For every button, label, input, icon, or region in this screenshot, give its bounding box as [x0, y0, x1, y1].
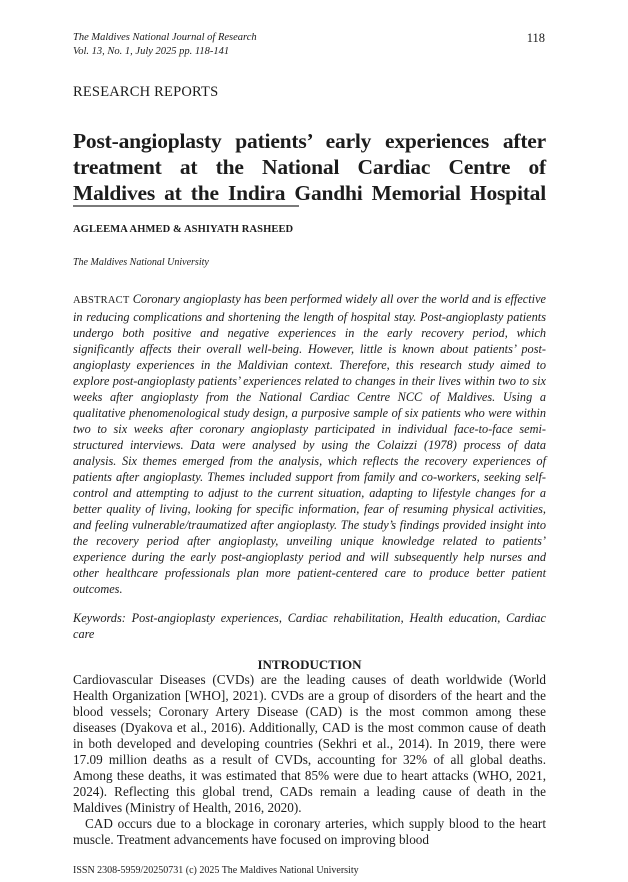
- abstract: [73, 291, 546, 597]
- keywords: Keywords: Post-angioplasty experiences, Cardiac rehabilitation, Health education, Cardiac care: [73, 611, 546, 641]
- abstract-text: Coronary angioplasty has been performed widely all over the world and is effective in reducing complications and shortening the length of hospital stay. Post-angioplasty patients undergo both positive and negative experiences in the early recovery period, which significantly affects their overall well-being. However, little is known about patients’ post-angioplasty experiences in the Maldivian context. Therefore, this research study aimed to explore post-angioplasty patients’ experiences related to changes in their lives within two to six weeks after angioplasty from the National Cardiac Centre NCC of Maldives. Using a qualitative phenomenological study design, a purposive sample of six patients who were within two to six weeks after coronary angioplasty participated in individual face-to-face semi-structured interviews. Data were analysed by using the Colaizzi (1978) process of data analysis. Six themes emerged from the analysis, which reflects the recovery experiences of patients after angioplasty. Themes included support from family and co-workers, seeking self-control and attempting to adjust to the current situation, adapting to lifestyle changes for a better quality of living, looking for specific information, fear of resuming physical activities, and feeling vulnerable/traumatized after angioplasty. The study’s findings provided insight into the recovery period after angioplasty, unveiling unique knowledge related to patients’ experience during the early post-angioplasty period and will subsequently help nurses and other healthcare professionals plan more patient-centered care to produce better patient outcomes.: [73, 292, 546, 596]
- page-number: 118: [526, 31, 545, 45]
- journal-name: The Maldives National Journal of Research: [73, 32, 257, 43]
- introduction-heading: INTRODUCTION: [257, 657, 362, 672]
- title-divider: [73, 205, 299, 207]
- paper-title: Post-angioplasty patients’ early experiences after treatment at the National Cardiac Centre of Maldives at the Indira Gandhi Memorial Hospital: [73, 129, 546, 205]
- paragraph: CAD occurs due to a blockage in coronary arteries, which supply blood to the heart muscle. Treatment advancements have focused on improving blood: [73, 816, 546, 847]
- paragraph: Cardiovascular Diseases (CVDs) are the leading causes of death worldwide (World Health Organization [WHO], 2021). CVDs are a group of disorders of the heart and the blood vessels; Coronary Artery Disease (CAD) is the most common among these diseases (Dyakova et al., 2016). Additionally, CAD is the most common cause of death in both developed and developing countries (Sekhri et al., 2014). In 2019, there were 17.09 million deaths as a result of CVDs, accounting for 32% of all global deaths. Among these deaths, it was estimated that 85% were due to heart attacks (WHO, 2021, 2024). Reflecting this global trend, CADs remain a leading cause of death in the Maldives (Ministry of Health, 2016, 2020).: [73, 672, 546, 815]
- authors: AGLEEMA AHMED & ASHIYATH RASHEED: [73, 224, 294, 235]
- footer-copyright: ISSN 2308-5959/20250731 (c) 2025 The Maldives National University: [73, 865, 359, 876]
- abstract-label: ABSTRACT: [73, 295, 130, 306]
- section-label: RESEARCH REPORTS: [73, 84, 219, 100]
- introduction-body: [73, 672, 546, 848]
- volume-info: Vol. 13, No. 1, July 2025 pp. 118-141: [73, 46, 230, 57]
- affiliation: The Maldives National University: [73, 257, 209, 268]
- running-head: [73, 31, 257, 59]
